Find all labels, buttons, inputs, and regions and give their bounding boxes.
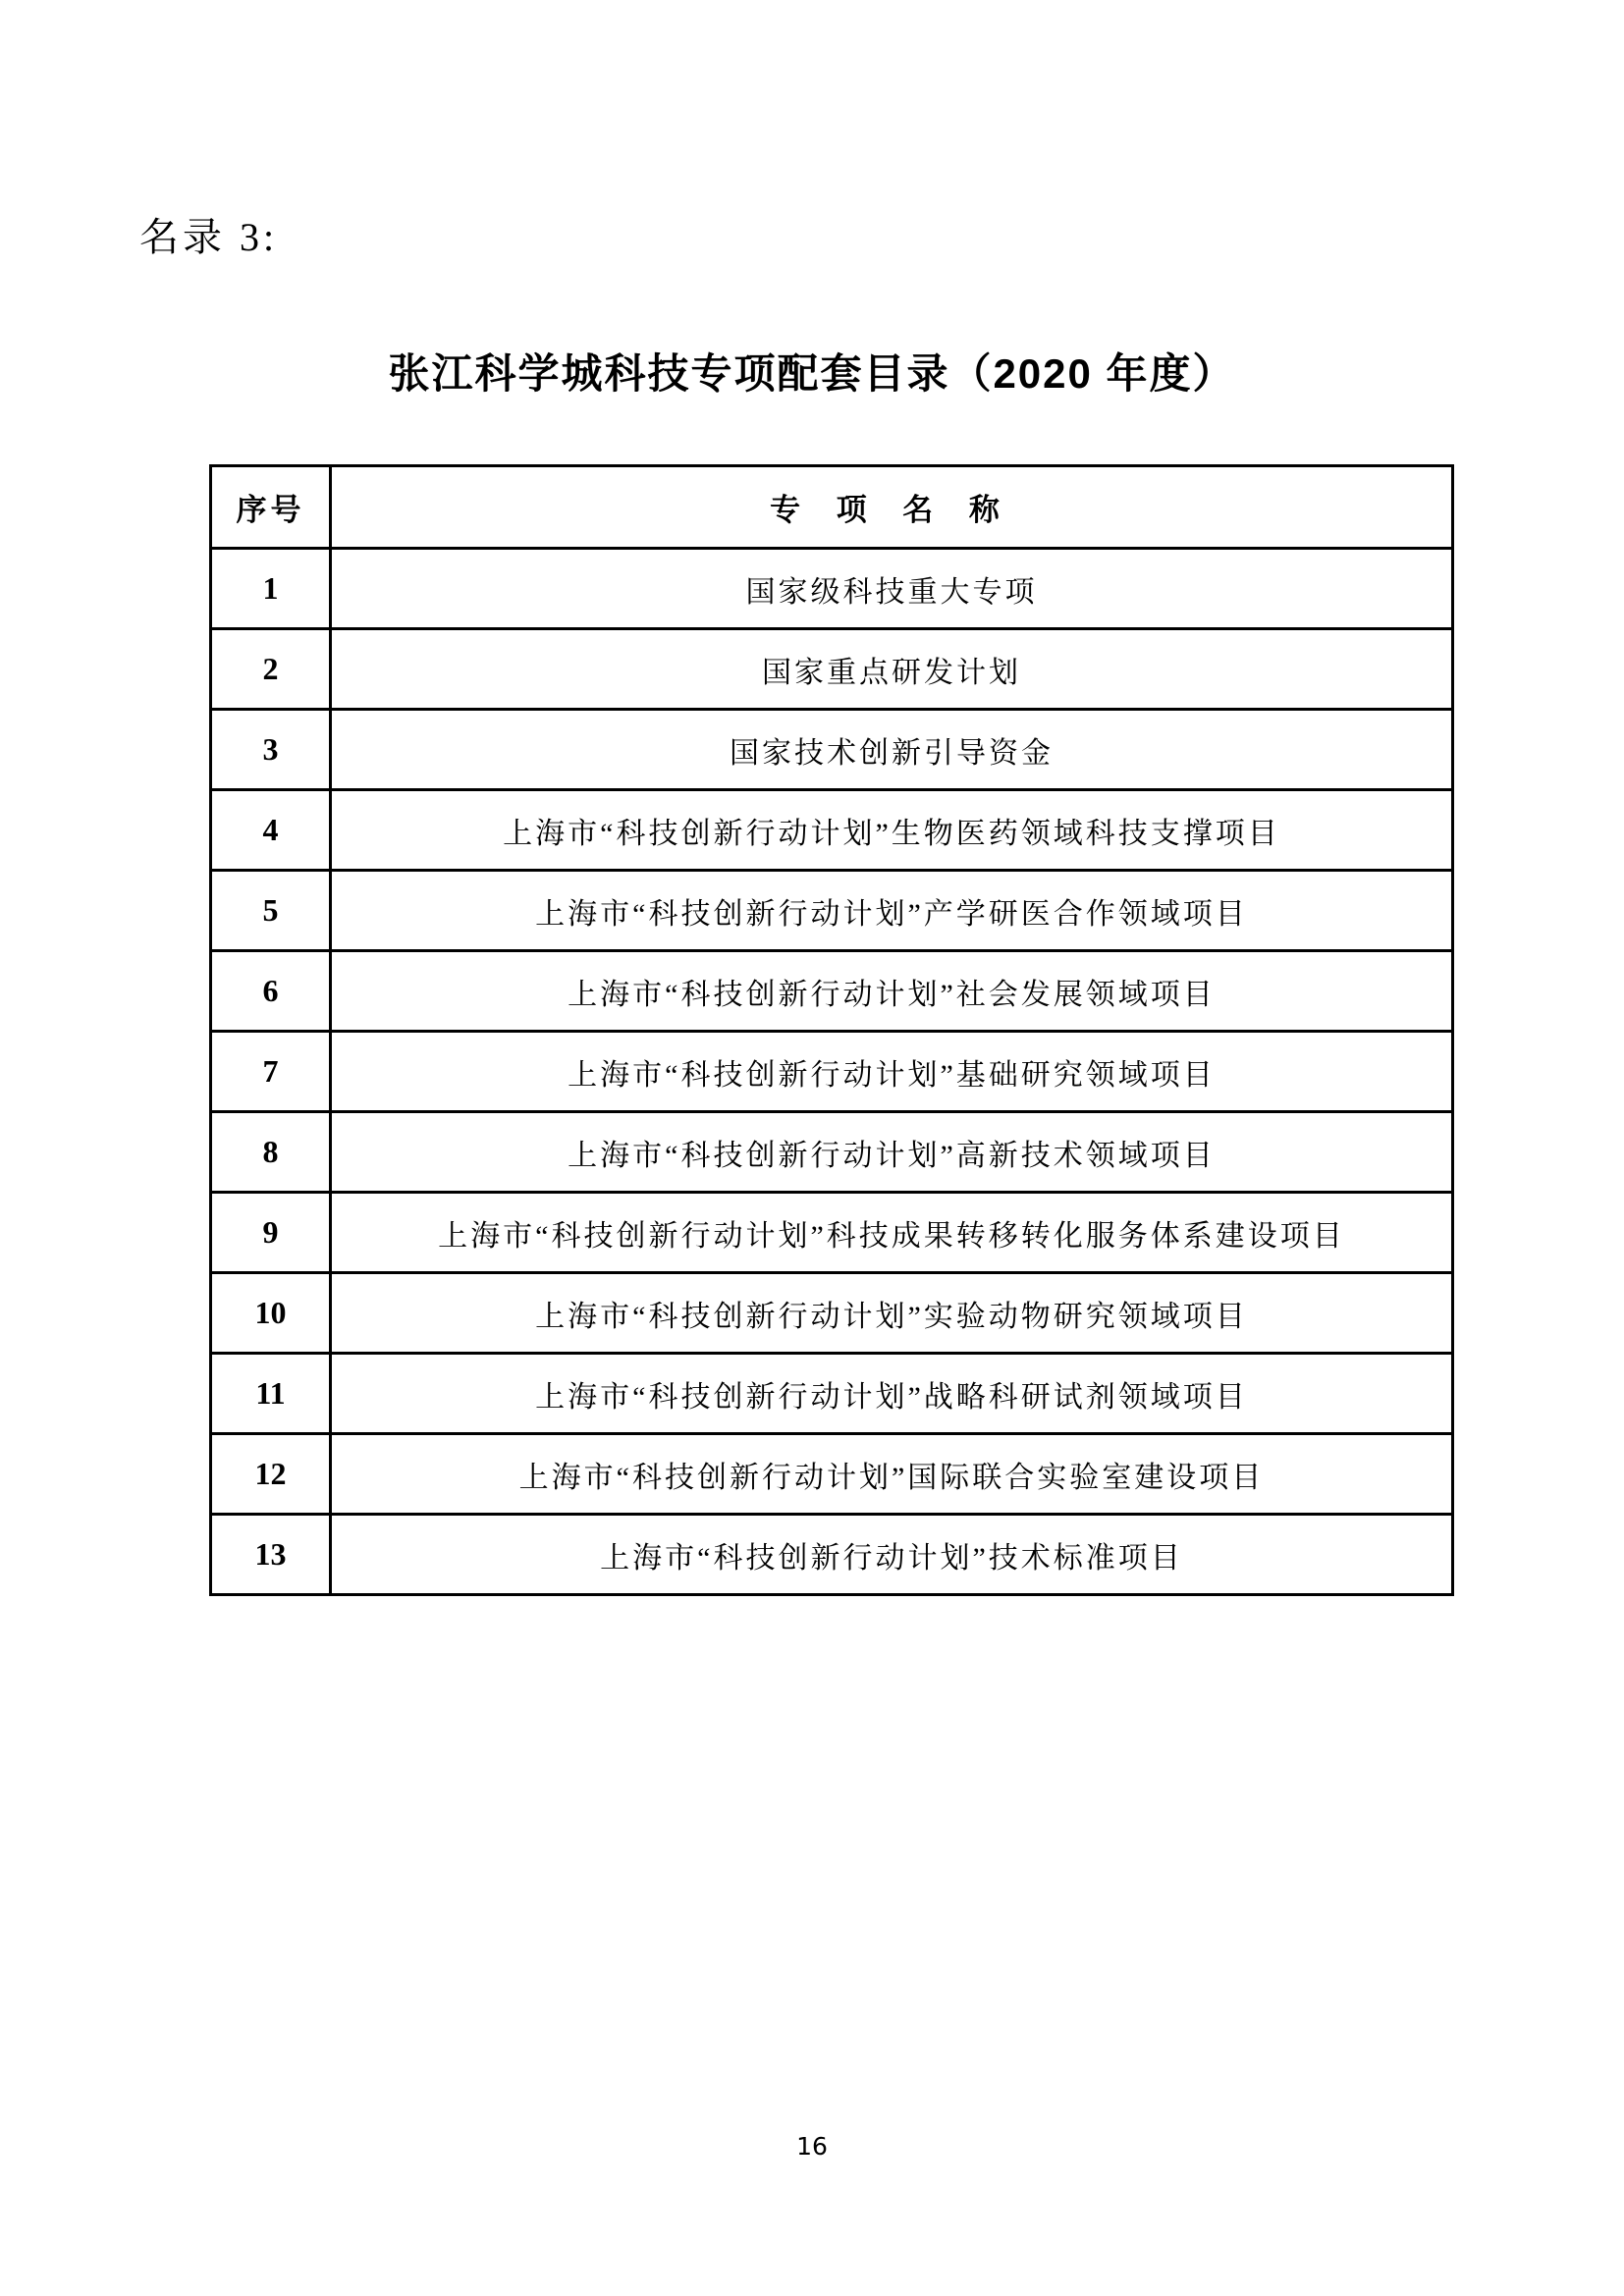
row-number-cell: 6 (211, 951, 331, 1032)
row-number-cell: 9 (211, 1193, 331, 1273)
table-header-row (211, 466, 1453, 549)
table-row (211, 951, 1453, 1032)
table-row (211, 1273, 1453, 1354)
row-number-cell: 2 (211, 629, 331, 710)
project-name-cell: 上海市“科技创新行动计划”国际联合实验室建设项目 (331, 1434, 1453, 1515)
table-row (211, 1193, 1453, 1273)
table-body (211, 549, 1453, 1595)
row-number-cell: 5 (211, 871, 331, 951)
table-header (211, 466, 1453, 549)
table-row (211, 790, 1453, 871)
row-number-cell: 1 (211, 549, 331, 629)
table-row (211, 1032, 1453, 1112)
table-row (211, 549, 1453, 629)
project-name-cell: 上海市“科技创新行动计划”产学研医合作领域项目 (331, 871, 1453, 951)
row-number-cell: 10 (211, 1273, 331, 1354)
row-number-cell: 4 (211, 790, 331, 871)
table-row (211, 629, 1453, 710)
row-number-cell: 7 (211, 1032, 331, 1112)
project-name-cell: 上海市“科技创新行动计划”社会发展领域项目 (331, 951, 1453, 1032)
table-row (211, 871, 1453, 951)
row-number-cell: 11 (211, 1354, 331, 1434)
project-name-cell: 上海市“科技创新行动计划”实验动物研究领域项目 (331, 1273, 1453, 1354)
project-name-cell: 上海市“科技创新行动计划”高新技术领域项目 (331, 1112, 1453, 1193)
row-number-cell: 3 (211, 710, 331, 790)
project-name-cell: 国家级科技重大专项 (331, 549, 1453, 629)
row-number-cell: 13 (211, 1515, 331, 1595)
header-serial-number: 序号 (211, 466, 331, 549)
catalog-table (209, 464, 1454, 1596)
page-number: 16 (796, 2132, 828, 2161)
row-number-cell: 12 (211, 1434, 331, 1515)
table-row (211, 1112, 1453, 1193)
header-project-name: 专 项 名 称 (331, 466, 1453, 549)
page-title: 张江科学城科技专项配套目录（2020 年度） (388, 350, 1236, 397)
catalog-label: 名录 3: (139, 215, 279, 259)
project-name-cell: 上海市“科技创新行动计划”技术标准项目 (331, 1515, 1453, 1595)
table-row (211, 1354, 1453, 1434)
project-name-cell: 国家重点研发计划 (331, 629, 1453, 710)
row-number-cell: 8 (211, 1112, 331, 1193)
project-name-cell: 上海市“科技创新行动计划”基础研究领域项目 (331, 1032, 1453, 1112)
table-row (211, 1515, 1453, 1595)
project-name-cell: 上海市“科技创新行动计划”生物医药领域科技支撑项目 (331, 790, 1453, 871)
table-row (211, 1434, 1453, 1515)
project-name-cell: 上海市“科技创新行动计划”战略科研试剂领域项目 (331, 1354, 1453, 1434)
table-row (211, 710, 1453, 790)
project-name-cell: 国家技术创新引导资金 (331, 710, 1453, 790)
project-name-cell: 上海市“科技创新行动计划”科技成果转移转化服务体系建设项目 (331, 1193, 1453, 1273)
